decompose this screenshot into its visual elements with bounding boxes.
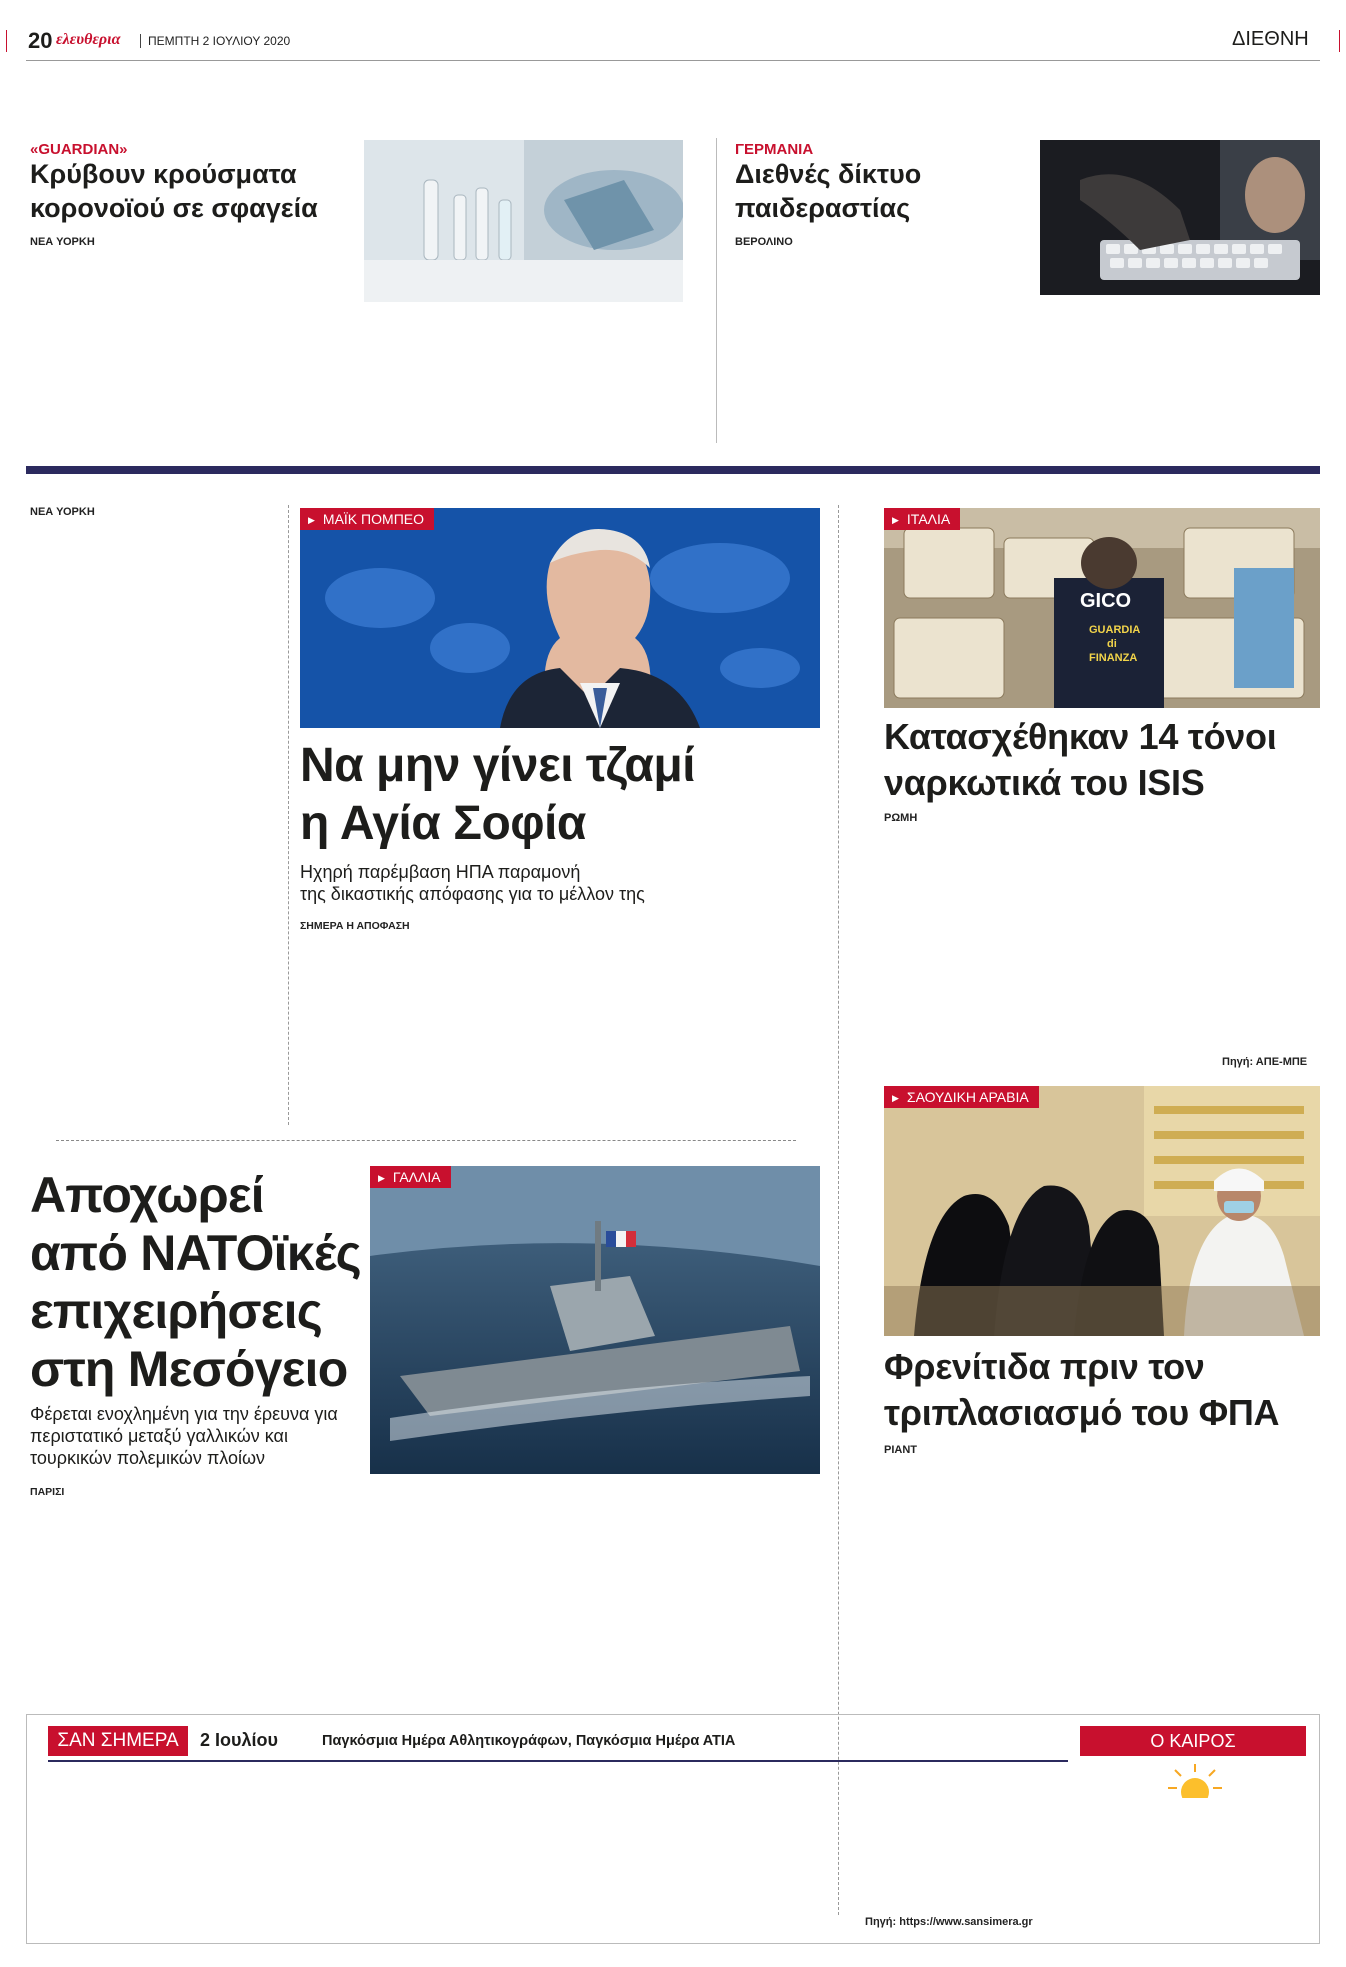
france-title-line-1: Αποχωρεί bbox=[30, 1167, 264, 1223]
lab-photo bbox=[364, 140, 683, 302]
sun-icon bbox=[1150, 1762, 1240, 1798]
france-subtitle-line-3: τουρκικών πολεμικών πλοίων bbox=[30, 1448, 266, 1468]
italy-photo-vest-text-1: GICO bbox=[1080, 590, 1132, 612]
guardian-dateline: ΝΕΑ ΥΟΡΚΗ bbox=[30, 236, 95, 248]
france-title-line-4: στη Μεσόγειο bbox=[30, 1341, 348, 1397]
keyboard-photo bbox=[1040, 140, 1320, 295]
france-title-line-2: από ΝΑΤΟϊκές bbox=[30, 1225, 361, 1281]
guardian-title-line-1: Κρύβουν κρούσματα bbox=[30, 159, 297, 189]
saudi-photo-illustration bbox=[884, 1086, 1320, 1336]
pompeo-subtitle-line-2: της δικαστικής απόφασης για το μέλλον της bbox=[300, 884, 645, 904]
pompeo-photo-illustration bbox=[300, 508, 820, 728]
saudi-title-line-2: τριπλασιασμό του ΦΠΑ bbox=[884, 1392, 1280, 1433]
lab-photo-illustration bbox=[364, 140, 683, 302]
masthead-rule bbox=[26, 60, 1320, 61]
italy-tag: ▶ ΙΤΑΛΙΑ bbox=[884, 508, 960, 530]
section-name: ΔΙΕΘΝΗ bbox=[1232, 28, 1309, 50]
italy-photo-vest-text-4: FINANZA bbox=[1089, 652, 1138, 664]
issue-date: ΠΕΜΠΤΗ 2 ΙΟΥΛΙΟΥ 2020 bbox=[148, 34, 291, 48]
today-source: Πηγή: https://www.sansimera.gr bbox=[865, 1916, 1033, 1928]
guardian-kicker: «GUARDIAN» bbox=[30, 141, 128, 158]
keyboard-photo-illustration bbox=[1040, 140, 1320, 295]
today-label: ΣΑΝ ΣΗΜΕΡΑ bbox=[48, 1726, 188, 1756]
weather-label: Ο ΚΑΙΡΟΣ bbox=[1080, 1726, 1306, 1756]
saudi-tag: ▶ ΣΑΟΥΔΙΚΗ ΑΡΑΒΙΑ bbox=[884, 1086, 1039, 1108]
section-divider-navy bbox=[26, 466, 1320, 474]
germany-vertical-rule bbox=[716, 138, 717, 443]
masthead-divider bbox=[140, 34, 141, 48]
right-column-rule bbox=[838, 505, 839, 1915]
today-date: 2 Ιουλίου bbox=[200, 1730, 278, 1750]
registration-mark-left bbox=[6, 30, 16, 52]
italy-title-line-2: ναρκωτικά του ISIS bbox=[884, 762, 1205, 803]
germany-kicker: ΓΕΡΜΑΝΙΑ bbox=[735, 141, 814, 158]
france-dateline: ΠΑΡΙΣΙ bbox=[30, 1486, 65, 1498]
pompeo-tag: ▶ ΜΑΪΚ ΠΟΜΠΕΟ bbox=[300, 508, 434, 530]
frigate-photo-illustration bbox=[370, 1166, 820, 1474]
registration-mark-right bbox=[1330, 30, 1340, 52]
pompeo-photo bbox=[300, 508, 820, 728]
germany-title-line-2: παιδεραστίας bbox=[735, 193, 911, 223]
france-title-line-3: επιχειρήσεις bbox=[30, 1283, 323, 1339]
pompeo-dateline-2: ΣΗΜΕΡΑ Η ΑΠΟΦΑΣΗ bbox=[300, 920, 410, 932]
france-subtitle-line-2: περιστατικό μεταξύ γαλλικών και bbox=[30, 1426, 288, 1446]
paper-name: ελευθερια bbox=[56, 31, 121, 48]
italy-photo-vest-text-3: di bbox=[1107, 638, 1117, 650]
pompeo-subtitle-line-1: Ηχηρή παρέμβαση ΗΠΑ παραμονή bbox=[300, 862, 581, 882]
italy-photo-vest-text-2: GUARDIA bbox=[1089, 624, 1141, 636]
france-subtitle-line-1: Φέρεται ενοχλημένη για την έρευνα για bbox=[30, 1404, 338, 1424]
saudi-photo bbox=[884, 1086, 1320, 1336]
pompeo-title-line-2: η Αγία Σοφία bbox=[300, 797, 586, 850]
pompeo-dateline: ΝΕΑ ΥΟΡΚΗ bbox=[30, 506, 95, 518]
germany-dateline: ΒΕΡΟΛΙΝΟ bbox=[735, 236, 793, 248]
today-underline bbox=[48, 1760, 1068, 1762]
saudi-dateline: ΡΙΑΝΤ bbox=[884, 1444, 917, 1456]
frigate-photo bbox=[370, 1166, 820, 1474]
italy-photo bbox=[884, 508, 1320, 708]
france-tag: ▶ ΓΑΛΛΙΑ bbox=[370, 1166, 451, 1188]
page-number: 20 bbox=[28, 28, 53, 53]
today-world-days: Παγκόσμια Ημέρα Αθλητικογράφων, Παγκόσμια Ημέρα ΑΤΙΑ bbox=[322, 1733, 736, 1749]
italy-source: Πηγή: ΑΠΕ-ΜΠΕ bbox=[1222, 1056, 1308, 1068]
masthead bbox=[0, 0, 1346, 60]
pompeo-vertical-rule bbox=[288, 505, 289, 1125]
guardian-title-line-2: κορονοϊού σε σφαγεία bbox=[30, 193, 318, 223]
italy-dateline: ΡΩΜΗ bbox=[884, 812, 918, 824]
germany-title-line-1: Διεθνές δίκτυο bbox=[735, 159, 922, 189]
pompeo-title-line-1: Να μην γίνει τζαμί bbox=[300, 739, 696, 792]
italy-title-line-1: Κατασχέθηκαν 14 τόνοι bbox=[884, 716, 1277, 757]
france-top-rule bbox=[56, 1140, 796, 1141]
saudi-title-line-1: Φρενίτιδα πριν τον bbox=[884, 1346, 1205, 1387]
